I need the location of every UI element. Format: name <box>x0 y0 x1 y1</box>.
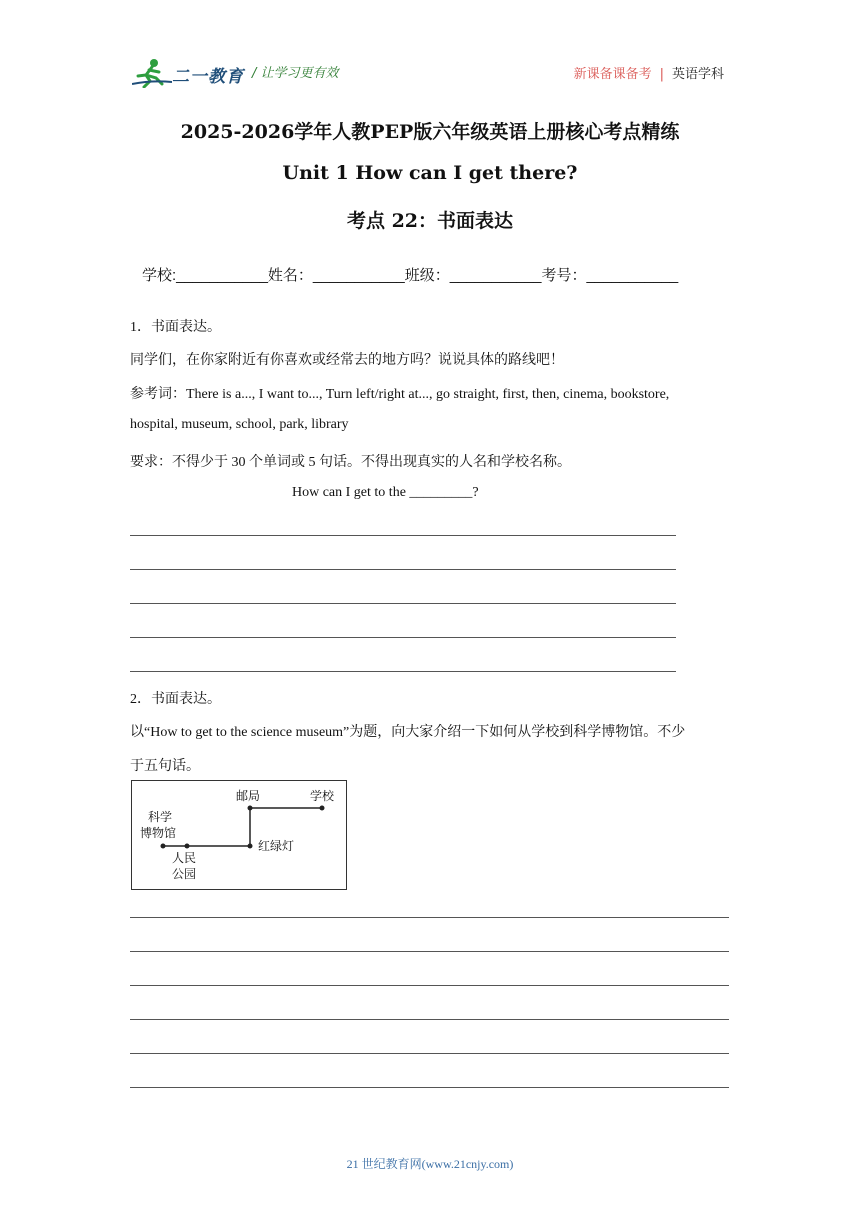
route-map <box>131 780 347 890</box>
q2-writing-line[interactable] <box>130 917 729 918</box>
header-right-label: 新课备课备考 <box>573 67 652 82</box>
q2-writing-line[interactable] <box>130 1053 729 1054</box>
q2-prompt-2: 于五句话。 <box>130 759 200 774</box>
logo-runner-icon <box>132 58 172 92</box>
q2-writing-line[interactable] <box>130 1019 729 1020</box>
header-subject: 英语学科 <box>671 67 724 82</box>
post-office-point <box>248 806 253 811</box>
q2-heading: 2．书面表达。 <box>130 692 221 707</box>
science-museum-point <box>161 844 166 849</box>
q1-reference-words-1: 参考词：There is a..., I want to..., Turn left/right at..., go straight, first, then, cinema, bookstore, <box>130 387 670 402</box>
map-label-traffic-light: 红绿灯 <box>258 839 295 853</box>
q1-prompt: 同学们，在你家附近有你喜欢或经常去的地方吗？说说具体的路线吧！ <box>130 353 564 368</box>
footer: 21 世纪教育网(www.21cnjy.com) <box>346 1157 514 1171</box>
school-point <box>320 806 325 811</box>
q2-writing-line[interactable] <box>130 951 729 952</box>
q1-writing-line[interactable] <box>130 671 676 672</box>
traffic-light-point <box>248 844 253 849</box>
q1-essay-title: How can I get to the _________? <box>292 485 479 500</box>
q2-writing-line[interactable] <box>130 1087 729 1088</box>
topic-title: 考点 22：书面表达 <box>346 210 514 232</box>
map-label-museum: 博物馆 <box>140 826 177 840</box>
student-info-line: 学校:___________姓名：___________班级：___________考号：___________ <box>142 267 679 284</box>
header-separator: | <box>659 67 664 82</box>
map-label-post-office: 邮局 <box>236 789 261 803</box>
map-label-school: 学校 <box>310 789 335 803</box>
slogan: / 让学习更有效 <box>252 66 339 81</box>
q1-reference-words-2: hospital, museum, school, park, library <box>130 417 349 432</box>
unit-title: Unit 1 How can I get there? <box>282 162 578 184</box>
q2-prompt-1: 以“How to get to the science museum”为题，向大家介绍一下如何从学校到科学博物馆。不少 <box>130 725 686 740</box>
q1-heading: 1．书面表达。 <box>130 320 221 335</box>
q1-requirement: 要求：不得少于 30 个单词或 5 句话。不得出现真实的人名和学校名称。 <box>130 455 571 470</box>
q1-writing-line[interactable] <box>130 535 676 536</box>
header-right <box>574 63 724 82</box>
q1-writing-line[interactable] <box>130 603 676 604</box>
q1-writing-line[interactable] <box>130 569 676 570</box>
logo-text: 二一教育 <box>172 67 244 87</box>
map-label-science: 科学 <box>148 810 173 824</box>
map-label-park-1: 人民 <box>172 851 197 865</box>
map-label-park-2: 公园 <box>172 867 197 881</box>
park-point <box>185 844 190 849</box>
q2-writing-line[interactable] <box>130 985 729 986</box>
q1-writing-line[interactable] <box>130 637 676 638</box>
page-title: 2025-2026学年人教PEP版六年级英语上册核心考点精练 <box>180 121 680 143</box>
